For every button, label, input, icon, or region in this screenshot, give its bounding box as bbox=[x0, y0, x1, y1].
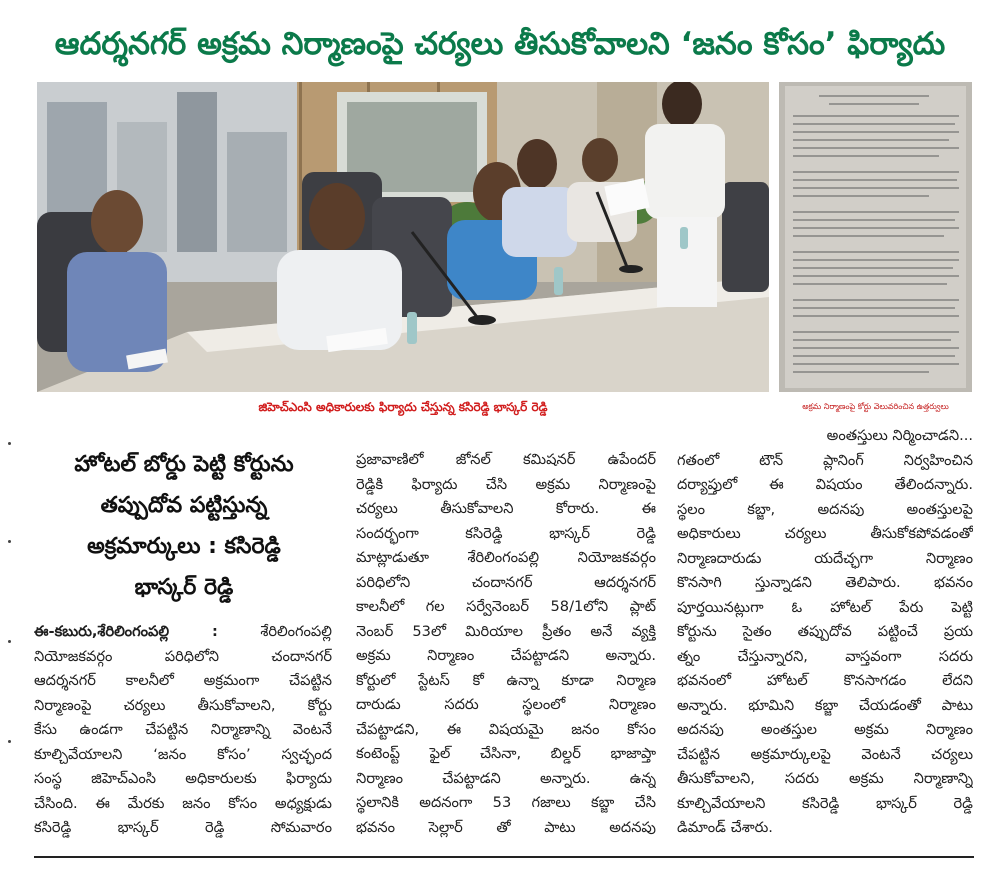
article-line: ఆదర్శనగర్ కాలనీలో అక్రమంగా చేపట్టిన bbox=[34, 672, 332, 689]
court-order-photo bbox=[779, 82, 972, 392]
article-line: కూల్చివేయాలని ‘జనం కోసం’ స్వచ్ఛంద bbox=[34, 745, 332, 763]
article-line: త్నం చేస్తున్నారని, వాస్తవంగా సదరు bbox=[677, 647, 973, 665]
article-line: గతంలో టౌన్ ప్లానింగ్ నిర్వహించిన bbox=[677, 451, 973, 469]
byline: ఈ-కబురు,శేరిలింగంపల్లి : bbox=[34, 623, 218, 640]
article-line: భవనం సెల్లార్ తో పాటు అదనపు bbox=[356, 818, 656, 836]
article-line: చేపట్టాడని, ఈ విషయమై జనం కోసం bbox=[356, 720, 656, 738]
article-line: నిర్మాణదారుడు యదేచ్ఛగా నిర్మాణం bbox=[677, 549, 973, 567]
article-line: అధికారులు చర్యలు తీసుకోకపోవడంతో bbox=[677, 525, 973, 542]
article-line: అన్నారు. భూమిని కబ్జా చేయడంతో పాటు bbox=[677, 696, 973, 714]
article-line: మాట్లాడుతూ శేరిలింగంపల్లి నియోజకవర్గం bbox=[356, 549, 656, 566]
article-line: కంటెంప్ట్ ఫైల్ చేసినా, బిల్డర్ భాజాప్తా bbox=[356, 745, 656, 762]
article-line: కసిరెడ్డి భాస్కర్ రెడ్డి సోమవారం bbox=[34, 819, 332, 836]
article-line: భవనంలో హోటల్ కొనసాగడం లేదని bbox=[677, 672, 973, 689]
article-line: కొనసాగి స్తున్నాడని తెలిపారు. భవనం bbox=[677, 574, 973, 591]
document-caption: అక్రమ నిర్మాణంపై కోర్టు వెలువరించిన ఉత్తర్వులు bbox=[802, 402, 949, 411]
meeting-photo bbox=[37, 82, 769, 392]
article-line: సందర్భంగా కసిరెడ్డి భాస్కర్ రెడ్డి bbox=[356, 524, 656, 542]
article-line: కేసు ఉండగా చేపట్టిన నిర్మాణాన్ని వెంటనే bbox=[34, 721, 332, 738]
article-line: నెంబర్ 53లో మిరియాల ప్రీతం అనే వ్యక్తి bbox=[356, 622, 656, 640]
subheadline-line: అక్రమార్కులు : కసిరెడ్డి bbox=[87, 534, 281, 559]
article-line: చేసింది. ఈ మేరకు జనం కోసం అధ్యక్షుడు bbox=[34, 794, 332, 812]
subheadline bbox=[34, 444, 334, 610]
article-column-3 bbox=[677, 424, 973, 841]
article-line: డిమాండ్ చేశారు. bbox=[677, 819, 773, 836]
margin-dot bbox=[8, 540, 11, 543]
article-line: అంతస్తులు నిర్మించాడని... bbox=[826, 427, 973, 444]
article-line: నియోజకవర్గం పరిధిలోని చందానగర్ bbox=[34, 647, 332, 665]
article-line: దర్యాప్తులో ఈ విషయం తేలిందన్నారు. bbox=[677, 476, 973, 493]
article-line: ఈ-కబురు,శేరిలింగంపల్లి : శేరిలింగంపల్లి bbox=[34, 623, 332, 640]
article-line: కాలనీలో గల సర్వేనెంబర్ 58/1లోని ప్లాట్ bbox=[356, 598, 656, 615]
bottom-divider bbox=[34, 856, 974, 858]
article-line: నిర్మాణం చేపట్టాడని అన్నారు. ఉన్న bbox=[356, 769, 656, 787]
article-line: అక్రమ నిర్మాణం చేపట్టాడని అన్నారు. bbox=[356, 647, 656, 664]
article-line: పరిధిలోని చందానగర్ ఆదర్శనగర్ bbox=[356, 573, 656, 591]
article-column-1 bbox=[34, 620, 332, 841]
article-line: స్థలానికి అదనంగా 53 గజాలు కబ్జా చేసి bbox=[356, 794, 656, 811]
article-line: ప్రజావాణిలో జోనల్ కమిషనర్ ఉపేందర్ bbox=[356, 451, 656, 468]
article-line: నిర్మాణంపై చర్యలు తీసుకోవాలని, కోర్టు bbox=[34, 696, 332, 714]
margin-dot bbox=[8, 740, 11, 743]
article-column-2 bbox=[356, 448, 656, 840]
margin-dot bbox=[8, 640, 11, 643]
article-line: కోర్టును సైతం తప్పుదోవ పట్టించే ప్రయ bbox=[677, 623, 973, 640]
article-line: చర్యలు తీసుకోవాలని కోరారు. ఈ bbox=[356, 500, 656, 517]
photo-caption: జిహెచ్ఎంసి అధికారులకు ఫిర్యాదు చేస్తున్న కసిరెడ్డి భాస్కర్ రెడ్డి bbox=[258, 400, 548, 414]
article-line: అదనపు అంతస్తుల అక్రమ నిర్మాణం bbox=[677, 721, 973, 738]
article-line: స్థలం కబ్జా, అదనపు అంతస్తులపై bbox=[677, 500, 973, 518]
article-line: దారుడు సదరు స్థలంలో నిర్మాణం bbox=[356, 696, 656, 713]
article-line: పూర్తయినట్లుగా ఓ హోటల్ పేరు పెట్టి bbox=[677, 598, 973, 616]
subheadline-line: భాస్కర్ రెడ్డి bbox=[134, 575, 234, 600]
article-line: కూల్చివేయాలని కసిరెడ్డి భాస్కర్ రెడ్డి bbox=[677, 794, 973, 812]
article-line: కోర్టులో స్టేటస్ కో ఉన్నా కూడా నిర్మాణ bbox=[356, 671, 656, 689]
headline: ఆదర్శనగర్ అక్రమ నిర్మాణంపై చర్యలు తీసుకోవాలని ‘జనం కోసం’ ఫిర్యాదు bbox=[54, 26, 946, 62]
article-line: తీసుకోవాలని, సదరు అక్రమ నిర్మాణాన్ని bbox=[677, 770, 973, 787]
margin-dot bbox=[8, 442, 11, 445]
article-line: సంస్థ జిహెచ్ఎంసి అధికారులకు ఫిర్యాదు bbox=[34, 770, 332, 787]
subheadline-line: హోటల్ బోర్డు పెట్టి కోర్టును bbox=[74, 452, 294, 477]
article-line: చేపట్టిన అక్రమార్కులపై వెంటనే చర్యలు bbox=[677, 745, 973, 763]
article-line: రెడ్డికి ఫిర్యాదు చేసి అక్రమ నిర్మాణంపై bbox=[356, 475, 656, 493]
subheadline-line: తప్పుదోవ పట్టిస్తున్న bbox=[100, 493, 268, 518]
